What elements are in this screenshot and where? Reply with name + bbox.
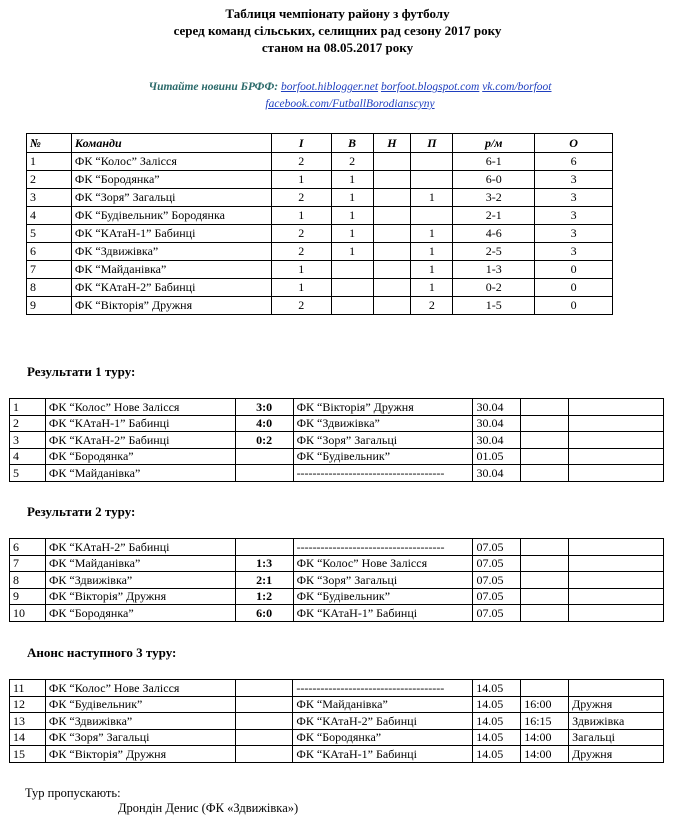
match-cell [569,432,664,449]
match-cell [569,605,664,622]
standings-cell [411,171,453,189]
match-cell: 7 [10,555,46,572]
standings-row [27,261,613,279]
match-cell: Здвижівка [569,713,664,730]
standings-cell [331,297,373,315]
match-cell: ФК “КАтаН-1” Бабинці [45,415,235,432]
match-cell: 07.05 [473,588,521,605]
standings-cell: ФК “Колос” Залісся [71,153,271,171]
match-cell [521,415,569,432]
standings-cell: 1 [271,261,331,279]
match-cell: 14:00 [521,746,569,763]
standings-cell [373,261,411,279]
match-cell: 07.05 [473,572,521,589]
standings-header-6: р/м [453,134,535,153]
match-cell: Дружня [569,696,664,713]
match-cell: Дружня [569,746,664,763]
match-cell: ФК “Будівельник” [45,696,235,713]
match-cell: ФК “Вікторія” Дружня [293,399,473,416]
standings-header-2: І [271,134,331,153]
match-cell: ФК “Майданівка” [45,465,235,482]
round1-title: Результати 1 туру: [27,364,136,379]
standings-header-3: В [331,134,373,153]
match-cell: ------------------------------------- [293,680,473,697]
news-link-hiblogger[interactable]: borfoot.hiblogger.net [280,81,379,93]
standings-header-0: № [27,134,72,153]
standings-cell: 3 [27,189,72,207]
standings-cell [373,153,411,171]
standings-cell: 8 [27,279,72,297]
round2-table [9,538,664,622]
standings-cell: 2 [331,153,373,171]
match-row [10,465,664,482]
match-cell: ФК “КАтаН-2” Бабинці [45,539,235,556]
match-cell: 14.05 [473,746,521,763]
match-row [10,448,664,465]
match-cell: ФК “КАтаН-1” Бабинці [293,605,473,622]
standings-cell: 4 [27,207,72,225]
match-cell: 5 [10,465,46,482]
standings-cell [373,189,411,207]
match-cell: 8 [10,572,46,589]
match-cell [235,729,293,746]
match-row [10,729,664,746]
standings-header-7: О [535,134,613,153]
doc-title-line2: серед команд сільських, селищних рад сезону 2017 року [173,23,502,38]
standings-cell: 1 [331,189,373,207]
match-cell: 15 [10,746,46,763]
match-row [10,605,664,622]
standings-cell [373,207,411,225]
match-cell: ------------------------------------- [293,539,473,556]
standings-cell: ФК “Вікторія” Дружня [71,297,271,315]
match-cell [569,588,664,605]
standings-cell: 6 [535,153,613,171]
standings-cell: 1 [271,279,331,297]
match-cell: ФК “Здвижівка” [45,572,235,589]
match-cell: 14.05 [473,713,521,730]
match-row [10,680,664,697]
match-cell: ФК “Колос” Нове Залісся [293,555,473,572]
match-cell: 4 [10,448,46,465]
match-cell: 1 [10,399,46,416]
standings-row [27,171,613,189]
standings-header-1: Команди [71,134,271,153]
match-cell: 10 [10,605,46,622]
match-cell [521,539,569,556]
match-cell: ФК “Колос” Нове Залісся [45,680,235,697]
match-cell [235,746,293,763]
match-cell: ФК “Бородянка” [45,448,235,465]
match-row [10,432,664,449]
match-cell [569,555,664,572]
match-row [10,572,664,589]
match-cell [569,448,664,465]
standings-row [27,297,613,315]
standings-cell: 2 [271,153,331,171]
match-cell: ФК “Здвижівка” [45,713,235,730]
match-cell: 3:0 [235,399,293,416]
news-link-blogspot[interactable]: borfoot.blogspot.com [380,81,480,93]
standings-cell: 2-5 [453,243,535,261]
match-cell: 30.04 [473,432,521,449]
standings-cell [331,261,373,279]
match-cell: 30.04 [473,415,521,432]
match-cell: ------------------------------------- [293,465,473,482]
match-cell [521,588,569,605]
match-cell [521,605,569,622]
news-link-vk[interactable]: vk.com/borfoot [482,81,552,93]
standings-cell: 2 [271,297,331,315]
match-cell [235,448,293,465]
standings-cell: 1 [411,225,453,243]
standings-cell: ФК “Здвижівка” [71,243,271,261]
standings-cell: 1 [271,171,331,189]
news-label: Читайте новини БРФФ: [148,81,279,93]
round1-table [9,398,664,482]
standings-cell: 0 [535,297,613,315]
standings-cell: ФК “КАтаН-1” Бабинці [71,225,271,243]
match-cell [521,572,569,589]
match-cell: ФК “Здвижівка” [293,415,473,432]
standings-cell: 2 [411,297,453,315]
match-cell: ФК “КАтаН-1” Бабинці [293,746,473,763]
match-cell: 4:0 [235,415,293,432]
standings-cell: 3 [535,189,613,207]
match-cell [521,432,569,449]
match-cell: 14 [10,729,46,746]
standings-cell [373,225,411,243]
match-cell: 14.05 [473,729,521,746]
standings-header-4: Н [373,134,411,153]
match-cell: 01.05 [473,448,521,465]
match-cell: ФК “Зоря” Загальці [45,729,235,746]
match-cell: 14:00 [521,729,569,746]
standings-cell: 2 [271,243,331,261]
news-link-facebook[interactable]: facebook.com/FutballBorodianscyny [265,98,435,110]
match-cell [569,680,664,697]
match-cell: 13 [10,713,46,730]
standings-cell: 9 [27,297,72,315]
match-cell: ФК “Бородянка” [293,729,473,746]
standings-cell: 1 [411,279,453,297]
standings-cell: 3 [535,171,613,189]
standings-row [27,225,613,243]
match-row [10,696,664,713]
standings-cell: 1 [331,207,373,225]
standings-cell: 1 [411,189,453,207]
standings-cell: 1 [271,207,331,225]
standings-row [27,153,613,171]
match-cell: 16:00 [521,696,569,713]
match-cell [569,415,664,432]
standings-cell: 4-6 [453,225,535,243]
standings-cell: 1-5 [453,297,535,315]
standings-header-5: П [411,134,453,153]
standings-row [27,243,613,261]
standings-cell: 3 [535,207,613,225]
match-cell [569,399,664,416]
standings-cell [373,171,411,189]
standings-table [26,133,613,315]
match-row [10,746,664,763]
match-cell: 1:2 [235,588,293,605]
match-cell: ФК “КАтаН-2” Бабинці [45,432,235,449]
match-cell: 30.04 [473,465,521,482]
match-cell [521,555,569,572]
standings-cell: 0-2 [453,279,535,297]
match-cell: 11 [10,680,46,697]
match-cell: 9 [10,588,46,605]
match-cell: 07.05 [473,605,521,622]
match-cell: Загальці [569,729,664,746]
standings-cell: 1 [331,243,373,261]
standings-row [27,207,613,225]
match-cell [569,465,664,482]
standings-cell: 1 [331,171,373,189]
standings-cell: 2 [271,225,331,243]
news-links [110,79,590,113]
standings-cell: 6 [27,243,72,261]
match-cell [235,680,293,697]
match-cell [235,696,293,713]
match-cell: 30.04 [473,399,521,416]
standings-cell: ФК “Зоря” Загальці [71,189,271,207]
match-cell: 1:3 [235,555,293,572]
standings-cell [411,207,453,225]
standings-cell: 1 [331,225,373,243]
match-row [10,399,664,416]
match-cell: 07.05 [473,555,521,572]
match-cell: ФК “Колос” Нове Залісся [45,399,235,416]
standings-cell: ФК “Бородянка” [71,171,271,189]
match-cell: ФК “Зоря” Загальці [293,432,473,449]
match-cell [521,465,569,482]
match-cell: ФК “Вікторія” Дружня [45,588,235,605]
match-cell: 0:2 [235,432,293,449]
skip-name: Дрондін Денис (ФК «Здвижівка») [118,801,299,815]
match-row [10,713,664,730]
match-cell: ФК “Будівельник” [293,588,473,605]
match-cell: ФК “Зоря” Загальці [293,572,473,589]
match-cell: 07.05 [473,539,521,556]
match-row [10,555,664,572]
standings-cell [373,243,411,261]
skip-label: Тур пропускають: [25,786,121,800]
match-cell: 16:15 [521,713,569,730]
match-cell [569,572,664,589]
standings-cell [373,297,411,315]
match-cell: 2 [10,415,46,432]
standings-cell: 0 [535,261,613,279]
match-cell: ФК “Вікторія” Дружня [45,746,235,763]
standings-cell: 2 [27,171,72,189]
standings-cell: 6-1 [453,153,535,171]
standings-cell [373,279,411,297]
match-cell [235,539,293,556]
round3-table [9,679,664,763]
standings-cell: 7 [27,261,72,279]
match-row [10,415,664,432]
match-cell: 14.05 [473,680,521,697]
round3-title: Анонс наступного 3 туру: [27,645,177,660]
match-cell: 2:1 [235,572,293,589]
doc-title-line1: Таблиця чемпіонату району з футболу [225,6,450,21]
match-cell [521,448,569,465]
standings-row [27,279,613,297]
match-cell: ФК “КАтаН-2” Бабинці [293,713,473,730]
match-cell: ФК “Бородянка” [45,605,235,622]
standings-cell: 1-3 [453,261,535,279]
standings-cell: 1 [411,261,453,279]
standings-cell: 6-0 [453,171,535,189]
match-cell [521,680,569,697]
match-row [10,539,664,556]
match-cell: 3 [10,432,46,449]
match-cell [521,399,569,416]
standings-cell: 2-1 [453,207,535,225]
standings-cell: 5 [27,225,72,243]
standings-cell [331,279,373,297]
match-cell: 12 [10,696,46,713]
standings-cell: ФК “Будівельник” Бородянка [71,207,271,225]
match-cell: 6:0 [235,605,293,622]
match-row [10,588,664,605]
match-cell: ФК “Майданівка” [293,696,473,713]
round2-title: Результати 2 туру: [27,504,136,519]
doc-title-line3: станом на 08.05.2017 року [261,40,414,55]
standings-cell [411,153,453,171]
standings-cell: 3-2 [453,189,535,207]
standings-cell: ФК “Майданівка” [71,261,271,279]
match-cell [235,465,293,482]
standings-cell: 1 [27,153,72,171]
standings-cell: 0 [535,279,613,297]
standings-cell: 3 [535,243,613,261]
match-cell: ФК “Будівельник” [293,448,473,465]
standings-cell: 3 [535,225,613,243]
match-cell: 6 [10,539,46,556]
match-cell: ФК “Майданівка” [45,555,235,572]
match-cell [569,539,664,556]
standings-cell: ФК “КАтаН-2” Бабинці [71,279,271,297]
match-cell [235,713,293,730]
standings-cell: 2 [271,189,331,207]
standings-row [27,189,613,207]
standings-cell: 1 [411,243,453,261]
match-cell: 14.05 [473,696,521,713]
